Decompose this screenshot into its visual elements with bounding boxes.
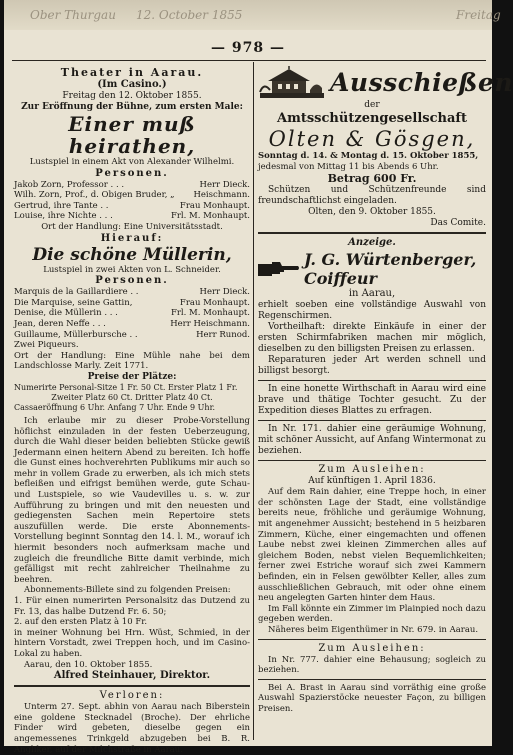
cast-row [14, 330, 250, 341]
cast-actor: Frl. M. Monhaupt. [170, 211, 250, 222]
persons-heading-2: Personen. [95, 275, 169, 287]
ad-apartment-171: In Nr. 171. dahier eine geräumige Wohnung, mit schöner Aussicht, auf Anfang Wintermonat zu beziehen. [258, 424, 486, 457]
prices-heading: Preise der Plätze: [87, 371, 177, 382]
section-rule [258, 380, 486, 381]
prices-line-1: Numerirte Personal-Sitze 1 Fr. 50 Ct. Erster Platz 1 Fr. [14, 382, 238, 392]
cast-row [14, 201, 250, 212]
cast-row [14, 211, 250, 222]
right-column [258, 66, 513, 740]
left-column [14, 66, 250, 755]
abo-item-2: 2. auf den ersten Platz à 10 Fr. [14, 617, 148, 628]
cast-actor: Herr Dieck. [199, 179, 250, 190]
cast-role: Louise, ihre Nichte . . . [14, 211, 113, 222]
section-rule [258, 679, 486, 680]
play-title-2: Die schöne Müllerin, [32, 244, 232, 265]
page-number: — 978 — [211, 40, 285, 56]
wurtenberger-ad [258, 237, 486, 377]
shooting-der: der [364, 100, 380, 110]
wurtenberger-name: J. G. Würtenberger, Coiffeur [304, 250, 477, 289]
extras-line: Zwei Piqueurs. [14, 340, 79, 351]
abo-heading: Abonnements-Billete sind zu folgenden Preisen: [24, 585, 231, 596]
cast-actor: Frau Monhaupt. [179, 200, 250, 211]
prices-line-2: Zweiter Platz 60 Ct. Dritter Platz 40 Ct. [51, 392, 213, 402]
ghost-text: 12. October 1855 [136, 8, 243, 22]
cast-list-1 [14, 180, 250, 222]
abo-item-1: 1. Für einen numerirten Personalsitz das Dutzend zu Fr. 13, das halbe Dutzend Fr. 6. 50; [14, 596, 250, 617]
cast-row [14, 319, 250, 330]
header-rule [12, 60, 486, 61]
shooting-amount: Betrag 600 Fr. [327, 172, 417, 186]
cast-role: Guillaume, Müllerbursche . . [14, 329, 138, 340]
shooting-places: Olten & Gösgen, [268, 127, 476, 151]
play-setting-2: Ort der Handlung: Eine Mühle nahe bei dem Landschlosse Marly. Zeit 1771. [14, 350, 250, 372]
theater-date: Freitag den 12. Oktober 1855. [62, 91, 202, 101]
shooting-signature: Das Comite. [430, 218, 486, 229]
cast-role: Wilh. Zorn, Prof., d. Obigen Bruder, „ [14, 190, 175, 201]
cast-actor: Frl. M. Monhaupt. [170, 308, 250, 319]
shooting-invite: Schützen und Schützenfreunde sind freundschaftlichst eingeladen. [258, 185, 486, 207]
ad-daughter-wanted: In eine honette Wirthschaft in Aarau wird eine brave und thätige Tochter gesucht. Zu der Expedition dieses Blattes zu erfragen. [258, 384, 486, 417]
section-rule [258, 460, 486, 461]
rent1-body: Auf dem Rain dahier, eine Treppe hoch, in einer der schönsten Lage der Stadt, eine vollständige bereits neue, fröhliche und geräumige Wohnung, mit angenehmer Aussicht; bestehend in 5 heizbaren Zimmern, Küche, einer eingemachten und offenen Laube nebst zwei kleinen Zimmerchen alles auf gleichem Boden, nebst vielen Bequemlichkeiten; ferner zwei Estriche worauf sich zwei Kammern befinden, ein in Felsen gewölbter Keller, alles zum ausschließlichen Gebrauch, mit oder ohne einem neu angelegten Garten hinter dem Haus. [258, 487, 486, 604]
cast-role: Jakob Zorn, Professor . . . [14, 179, 125, 190]
cast-role: Die Marquise, seine Gattin, [14, 297, 133, 308]
shooting-house-icon [258, 66, 326, 100]
shooting-date: Olten, den 9. Oktober 1855. [308, 207, 436, 218]
play-title-1: Einer muß heirathen, [68, 112, 196, 158]
cast-row [14, 298, 250, 309]
shooting-society: Amtsschützengesellschaft [277, 111, 467, 126]
ad-brast-canes: Bei A. Brast in Aarau sind vorräthig eine große Auswahl Spazierstöcke neuester Façon, zu billigen Preisen. [258, 682, 486, 714]
times-line: Cassaeröffnung 6 Uhr. Anfang 7 Uhr. Ende 9 Uhr. [14, 402, 216, 412]
wurtenberger-line-3: Reparaturen jeder Art werden schnell und billigst besorgt. [258, 355, 486, 377]
facing-page-bleed [4, 0, 501, 30]
wurtenberger-line-1: erhielt soeben eine vollständige Auswahl von Regenschirmen. [258, 300, 486, 322]
cast-row [14, 190, 250, 201]
theater-body: Ich erlaube mir zu dieser Probe-Vorstellung höflichst einzuladen in der festen Ueberzeugung, durch die Wahl dieser beiden beliebten Stücke gewiß Jedermann einen heitern Abend zu bereiten. Ich hoffe die Gunst eines hochverehrten Publikums mir auch so mehr in vollem Grade zu erwerben, als ich mich stets befleißen und eifrigst bemühen werde, gute Schau- und Lustspiele, so wie Vaudevilles u. s. w. zur Aufführung zu bringen und mit den neuesten und gediegensten Sachen mein Repertoire stets auszufüllen werde. Die erste Abonnements-Vorstellung beginnt Sonntag den 14. l. M., worauf ich hiermit besonders noch aufmerksam mache und zugleich die freundliche Bitte damit verbinde, mich gefälligst mit recht zahlreicher Theilnahme zu beehren. [14, 415, 250, 585]
cast-role: Jean, deren Neffe . . . [14, 318, 106, 329]
cast-role: Gertrud, ihre Tante . . [14, 200, 109, 211]
cast-role: Marquis de la Gaillardiere . . [14, 287, 139, 298]
play-setting-1: Ort der Handlung: Eine Universitätsstadt. [41, 221, 223, 232]
cast-actor: Herr Dieck. [199, 287, 250, 298]
cast-row [14, 287, 250, 298]
rent2-heading: Zum Ausleihen: [318, 642, 426, 654]
cast-actor: Heischmann. [193, 190, 250, 201]
cast-row [14, 308, 250, 319]
theater-heading: Theater in Aarau. [60, 66, 204, 79]
shooting-hours: jedesmal von Mittag 11 bis Abends 6 Uhr. [258, 161, 439, 172]
rent1-when: Auf künftigen 1. April 1836. [308, 476, 436, 487]
wurtenberger-label: Anzeige. [348, 237, 396, 249]
rent1-where: Näheres beim Eigenthümer in Nr. 679. in Aarau. [268, 624, 479, 635]
rent1-heading: Zum Ausleihen: [318, 464, 426, 476]
rent2-body: In Nr. 777. dahier eine Behausung; sogleich zu beziehen. [258, 654, 486, 676]
lost-heading: Verloren: [99, 690, 165, 702]
lost-body: Unterm 27. Sept. abhin von Aarau nach Biberstein eine goldene Stecknadel (Broche). Der ehrliche Finder wird gebeten, dieselbe gegen ein angemessenes Trinkgeld abzugeben bei B. R. Angliker, auf der Milchstraße in Aarau. [14, 702, 250, 755]
cast-list-2 [14, 287, 250, 340]
theater-closing-date: Aarau, den 10. Oktober 1855. [24, 659, 153, 670]
column-divider [253, 62, 254, 740]
persons-heading-1: Personen. [95, 167, 169, 179]
cast-actor: Herr Runod. [196, 329, 250, 340]
section-rule [258, 420, 486, 421]
hierauf-label: Hierauf: [100, 232, 164, 244]
pointing-hand-icon [258, 260, 300, 278]
ghost-text: Freitag [456, 8, 501, 22]
theater-signature: Alfred Steinhauer, Direktor. [53, 670, 211, 682]
theater-occasion: Zur Eröffnung der Bühne, zum ersten Male: [21, 102, 243, 112]
play-subtitle-1: Lustspiel in einem Akt von Alexander Wilhelmi. [29, 157, 235, 167]
theater-venue: (Im Casino.) [97, 79, 167, 90]
wurtenberger-town: in Aarau, [348, 288, 396, 300]
cast-actor: Herr Heischmann. [170, 318, 250, 329]
ghost-text: Ober Thurgau [30, 8, 116, 22]
newspaper-page [4, 0, 513, 755]
play-subtitle-2: Lustspiel in zwei Akten von L. Schneider. [43, 264, 221, 275]
shooting-dates: Sonntag d. 14. & Montag d. 15. Oktober 1855, [258, 151, 479, 161]
shooting-header [258, 66, 513, 100]
wurtenberger-line-2: Vortheilhaft: direkte Einkäufe in einer der ersten Schirmfabriken machen mir möglich, dieselben zu den billigsten Preisen zu erlassen. [258, 322, 486, 355]
section-rule [14, 685, 250, 687]
shooting-title: Ausschießen [330, 68, 513, 97]
abo-where: in meiner Wohnung bei Hrn. Wüst, Schmied, in der hintern Vorstadt, zwei Treppen hoch, und im Casino-Lokal zu haben. [14, 627, 250, 659]
cast-role: Denise, die Müllerin . . . [14, 308, 118, 319]
wurtenberger-name-row [258, 250, 486, 288]
cast-row [14, 180, 250, 191]
cast-actor: Frau Monhaupt. [179, 297, 250, 308]
section-rule [258, 232, 486, 234]
rent1-body-2: Im Fall könnte ein Zimmer im Plainpied noch dazu gegeben werden. [258, 603, 486, 625]
section-rule [258, 639, 486, 640]
